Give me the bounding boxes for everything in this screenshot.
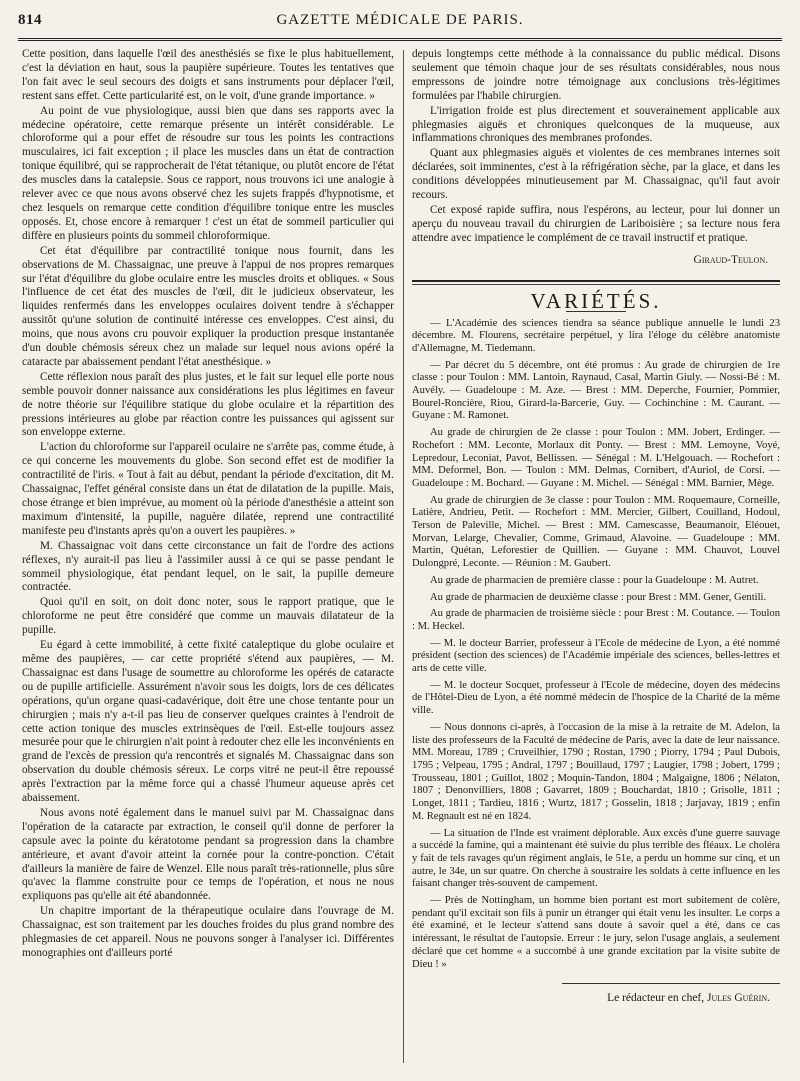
section-rule-thin [412,284,780,285]
closing-rule [562,983,780,984]
paragraph: depuis longtemps cette méthode à la connaissance du public médical. Disons seulement que témoin chaque jour de ses résultats considérables, nous nous empressons de joindre notre témoignage aux conclusions très-légitimes formulées par l'habile chirurgien. [412,48,780,102]
journal-title: GAZETTE MÉDICALE DE PARIS. [276,12,524,28]
column-divider [403,50,404,1063]
varietes-list [412,318,780,972]
paragraph: Au point de vue physiologique, aussi bien que dans ses rapports avec la médecine opératoire, cette remarque présente un intérêt considérable. Le chloroforme qui a pour effet de résoudre sur tous les points les contractions musculaires, ici fait exception ; il place les muscles dans un état de contraction tonique équilibré, qui se rapprocherait de l'état tétanique, ou plutôt encore de l'état des muscles dans la catalepsie. Sous ce rapport, nous trouvons ici une analogie à relever avec ce que nous avons observé chez les sujets frappés d'hypnotisme, et chez lesquels on remarque cette condition d'équilibre tonique entre les muscles opposés. Et, chose encore à remarquer ! c'est un état de sommeil particulier qui diffère en plusieurs points du sommeil chloroformique. [22,104,394,242]
left-column [22,48,394,962]
page-header [18,12,782,34]
paragraph: Au grade de chirurgien de 2e classe : pour Toulon : MM. Jobert, Erdinger. — Rochefort : MM. Leconte, Morlaux dit Ponty. — Brest : MM. Lemoyne, Voyé, Lepredour, Leconiat, Pavot, Bellissen. — Sénégal : M. L'Helgouach. — Rochefort : MM. Deformel, Bon. — Toulon : MM. Delmas, Cornibert, d'Auriol, de Corsi. — Guadeloupe : M. Bochard. — Guyane : M. Michel. — Sénégal : MM. Barnier, Mège. [412,427,780,489]
page-number: 814 [18,12,42,28]
header-rule [18,38,782,44]
article-conclusion [412,48,780,246]
right-column [412,48,780,1006]
paragraph: — Nous donnons ci-après, à l'occasion de la mise à la retraite de M. Adelon, la liste des professeurs de la Faculté de médecine de Paris, avec la date de leur naissance. MM. Moreau, 1789 ; Cruveilhier, 1790 ; Rostan, 1790 ; Piorry, 1794 ; Paul Dubois, 1795 ; Velpeau, 1795 ; Andral, 1797 ; Bouillaud, 1797 ; Laugier, 1798 ; Jobert, 1799 ; Trousseau, 1801 ; Guillot, 1802 ; Moquin-Tandon, 1804 ; Malgaigne, 1806 ; Nélaton, 1807 ; Denonvilliers, 1808 ; Gavarret, 1809 ; Bouchardat, 1810 ; Grisolle, 1811 ; Longet, 1811 ; Tardieu, 1816 ; Wurtz, 1817 ; Gosselin, 1818 ; Jarjavay, 1819 ; enfin M. Regnault est né en 1824. [412,721,780,822]
paragraph: L'action du chloroforme sur l'appareil oculaire ne s'arrête pas, comme étude, à ce qui concerne les mouvements du globe. Son second effet est de modifier la contractilité de l'iris. « Tout à fait au début, pendant la période d'excitation, dit M. Chassaignac, l'effet général consiste dans un état de dilatation de la pupille. Mais, chose étrange et bien imprévue, au moment où la période d'anesthésie a atteint son maximum d'intensité, la pupille, naguère dilatée, reprend une contractilité manifeste peu d'instants après qu'on a ouvert les paupières. » [22,441,394,537]
paragraph: Quoi qu'il en soit, on doit donc noter, sous le rapport pratique, que le chloroforme ne peut être considéré que comme un mauvais dilatateur de la pupille. [22,596,394,637]
paragraph: Cet état d'équilibre par contractilité tonique nous fournit, dans les observations de M. Chassaignac, une preuve à l'appui de nos propres remarques sur l'état d'équilibre du globe oculaire entre les muscles droits et obliques. « Sous l'influence de cet état des muscles de l'œil, dit le judicieux observateur, les liquides renfermés dans les enveloppes oculaires doivent tendre à s'échapper aussitôt qu'une solution de continuité intéresse ces enveloppes. C'est ainsi, du moins, que nous avons cru pouvoir expliquer la production presque instantanée d'un double chémosis séreux chez un malade sur lequel nous avions opéré la cataracte par abaissement pendant l'état anesthésique. » [22,244,394,368]
paragraph: Cette position, dans laquelle l'œil des anesthésiés se fixe le plus habituellement, c'est la déviation en haut, sous la paupière supérieure. Toutes les tentatives que l'on fait avec le seul secours des doigts et sans instruments pour déplacer l'œil, restent sans effet. Cette particularité est, on le voit, d'une grande importance. » [22,48,394,102]
section-rule [412,280,780,282]
paragraph: Au grade de chirurgien de 3e classe : pour Toulon : MM. Roquemaure, Corneille, Latière, Andrieu, Petit. — Rochefort : MM. Mercier, Gilbert, Couilland, Hodoul, Terson de Paleville, Michel. — Brest : MM. Camescasse, Beaumanoir, Eléouet, Morvan, Lelarge, Chevalier, Comme, Grimaud, Alavoine. — Guadeloupe : MM. Martin, Quétan, Leforestier de Quillien. — Guyane : MM. Chauvot, Louvel Dulongpré, Leconte. — Réunion : M. Gaubert. [412,494,780,570]
paragraph: M. Chassaignac voit dans cette circonstance un fait de l'ordre des actions réflexes, n'y aurait-il pas lieu à l'assimiler aussi à ce qui se passe pendant le sommeil physiologique, état pendant lequel, on le sait, la pupille demeure contractée. [22,539,394,594]
editor-name: Jules Guérin. [707,992,770,1005]
paragraph: Eu égard à cette immobilité, à cette fixité cataleptique du globe oculaire et même des paupières, — car cette propriété s'étend aux paupières, — M. Chassaignac est dans l'usage de soumettre au chloroforme les opérés de cataracte ou de pupille artificielle. Assurément n'avoir sous les doigts, lors de ces délicates opérations, qu'un organe quasi-cadavérique, doit être une chose tentante pour un chirurgien ; mais n'y a-t-il pas lieu de conserver quelques craintes à l'endroit de cette action tonique des muscles extrinsèques de l'œil. Est-elle toujours assez mesurée pour que le chirurgien n'ait point à redouter chez elle les inconvénients en grand de l'excès de pression qu'a rencontrés et signalés M. Chassaignac dans son observation du double chémosis séreux. Le corps vitré ne peut-il être repoussé après l'extraction par la même force qui a chassé l'humeur aqueuse après cet abaissement. [22,639,394,805]
paragraph: Cette réflexion nous paraît des plus justes, et le fait sur lequel elle porte nous semble pouvoir donner naissance aux considérations les plus légitimes en faveur de notre théorie sur l'équilibre statique du globe oculaire et la répartition des pressions intérieures au globe par réaction contre les puissances qui agissent sur son enveloppe externe. [22,370,394,439]
paragraph: — Par décret du 5 décembre, ont été promus : Au grade de chirurgien de 1re classe : pour Toulon : MM. Lantoin, Raynaud, Casal, Martin Giuly. — Nossi-Bé : M. Auvély. — Guadeloupe : M. Aze. — Brest : MM. Deperche, Fournier, Pommier, Bourel-Roncière, Riou, Girard-la-Barcerie, Guy. — Cochinchine : M. Caurant. — Guyane : M. Ramonet. [412,359,780,422]
paragraph: Un chapitre important de la thérapeutique oculaire dans l'ouvrage de M. Chassaignac, est son traitement par les douches froides du plus grand nombre des phlegmasies de cet appareil. Nous ne pouvons songer à l'analyser ici. Différentes monographies ont d'ailleurs porté [22,905,394,959]
section-title: VARIÉTÉS. [530,288,662,313]
paragraph: — M. le docteur Socquet, professeur à l'Ecole de médecine, doyen des médecins de l'Hôtel-Dieu de Lyon, a été nommé médecin de l'hospice de la Charité de la même ville. [412,679,780,717]
author-signature: Giraud-Teulon. [693,253,768,266]
paragraph: L'irrigation froide est plus directement et souverainement applicable aux phlegmasies aiguës et chroniques quelconques de la muqueuse, aux inflammations chroniques des membranes profondes. [412,104,780,145]
paragraph: Quant aux phlegmasies aiguës et violentes de ces membranes internes soit déclarées, soit imminentes, c'est à la réfrigération sèche, par la glace, et dans les conditions développées minutieusement par M. Chassaignac, qu'il faut avoir recours. [412,147,780,202]
paragraph: Nous avons noté également dans le manuel suivi par M. Chassaignac dans l'opération de la cataracte par extraction, le conseil qu'il donne de perforer la capsule avec la pointe du kératotome pendant sa progression dans la chambre antérieure, et avant d'avoir atteint la cornée pour la contre-ponction. C'était d'ailleurs la manière de faire de Wenzel. Elle nous paraît très-rationnelle, plus sûre qu'avec la flamme construite pour ce temps de l'opération, et nous ne nous expliquons pas qu'elle ait été abandonnée. [22,806,394,903]
paragraph: Au grade de pharmacien de troisième siècle : pour Brest : M. Coutance. — Toulon : M. Heckel. [412,608,780,632]
paragraph: Au grade de pharmacien de deuxième classe : pour Brest : MM. Gener, Gentili. [430,591,767,603]
paragraph: — M. le docteur Barrier, professeur à l'Ecole de médecine de Lyon, a été nommé président (section des sciences) de l'Académie impériale des sciences, belles-lettres et arts de cette ville. [412,637,780,675]
paragraph: — Près de Nottingham, un homme bien portant est mort subitement de colère, pendant qu'il excitait son fils à punir un étranger qui était venu les insulter. Le corps a été examiné, et le lecteur s'attend sans doute à savoir quel a été, dans ce cas intéressant, le résultat de l'autopsie. Erreur : le jury, selon l'usage anglais, a seulement déclaré que cet homme « a succombé à une grande excitation par la visite subite de Dieu ! » [412,895,780,970]
editor-signature [412,992,770,1006]
editor-label: Le rédacteur en chef, [607,992,705,1005]
paragraph: Au grade de pharmacien de première classe : pour la Guadeloupe : M. Autret. [430,574,759,586]
paragraph: Cet exposé rapide suffira, nous l'espérons, au lecteur, pour lui donner un aperçu du nouveau travail du chirurgien de Lariboisière ; sa lecture nous fera attendre avec impatience le complément de ce travail instructif et pratique. [412,203,780,244]
paragraph: — La situation de l'Inde est vraiment déplorable. Aux excès d'une guerre sauvage a succédé la famine, qui a maintenant été suivie du plus terrible des fléaux. Le choléra y fait de tels ravages qu'un régiment anglais, le 51e, a perdu un homme sur cinq, et un autre, le 34e, un sur quatre. On cherche à soustraire les soldats à cette influence en les faisant changer très-souvent de campement. [412,827,780,890]
paragraph: — L'Académie des sciences tiendra sa séance publique annuelle le lundi 23 décembre. M. Flourens, secrétaire perpétuel, y lira l'éloge du célèbre anatomiste d'Allemagne, M. Tiedemann. [412,317,780,354]
